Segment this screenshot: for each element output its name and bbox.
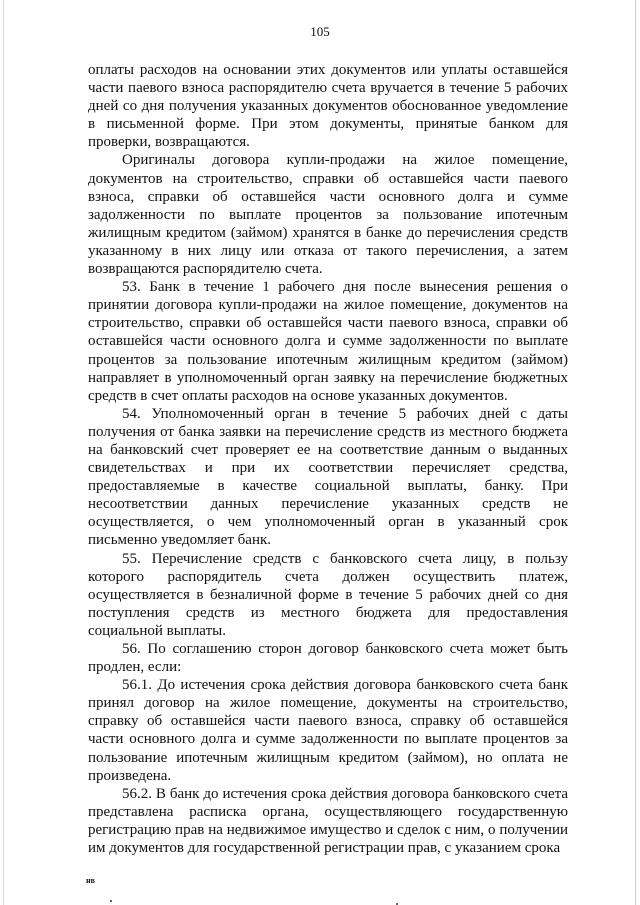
- paragraph-originals-storage: Оригиналы договора купли-продажи на жилое помещение, документов на строительство, справки об оставшейся части паевого взноса, справки об оставшейся части основного долга и сумме задолженности по выплате процентов за пользование ипотечным жилищным кредитом (займом) хранятся в банке до перечисления средств указанному в них лицу или отказа от такого перечисления, а затем возвращаются распорядителю счета.: [88, 152, 568, 278]
- paragraph-continuation: оплаты расходов на основании этих документов или уплаты оставшейся части паевого взноса распорядителю счета вручается в течение 5 рабочих дней со дня получения указанных документов обоснованное уведомление в письменной форме. При этом документы, принятые банком для проверки, возвращаются.: [88, 62, 568, 151]
- page-number: 105: [310, 24, 330, 39]
- paragraph-55: 55. Перечисление средств с банковского счета лицу, в пользу которого распорядитель счета должен осуществить платеж, осуществляется в безналичной форме в течение 5 рабочих дней со дня поступления средств из местного бюджета для предоставления социальной выплаты.: [88, 550, 568, 639]
- paragraph-54: 54. Уполномоченный орган в течение 5 рабочих дней с даты получения от банка заявки на перечисление средств из местного бюджета на банковский счет проверяет ее на соответствие данным о выданных свидетельствах и при их соответствии перечисляет средства, предоставляемые в качестве социальной выплаты, банку. При несоответствии данных перечисление указанных средств не осуществляется, о чем уполномоченный орган в указанный срок письменно уведомляет банк.: [88, 405, 568, 549]
- scan-edge-right: [635, 0, 636, 905]
- document-body: [88, 61, 568, 857]
- footer-initials: нв: [86, 876, 95, 885]
- scan-edge-left: [3, 0, 4, 905]
- paragraph-56-2: 56.2. В банк до истечения срока действия договора банковского счета представлена расписка органа, осуществляющего государственную регистрацию прав на недвижимое имущество и сделок с ним, о получении им документов для государственной регистрации прав, с указанием срока: [88, 785, 568, 857]
- paragraph-53: 53. Банк в течение 1 рабочего дня после вынесения решения о принятии договора купли-продажи на жилое помещение, документов на строительство, справки об оставшейся части паевого взноса, справки об оставшейся части основного долга и сумме задолженности по выплате процентов за пользование ипотечным жилищным кредитом (займом) направляет в уполномоченный орган заявку на перечисление бюджетных средств в счет оплаты расходов на основе указанных документов.: [88, 279, 568, 404]
- paragraph-56: 56. По соглашению сторон договор банковского счета может быть продлен, если:: [88, 641, 568, 676]
- scan-speck: [110, 900, 112, 902]
- paragraph-56-1: 56.1. До истечения срока действия договора банковского счета банк принял договор на жилое помещение, документы на строительство, справку об оставшейся части паевого взноса, справку об оставшейся части основного долга и сумме задолженности по выплате процентов за пользование ипотечным жилищным кредитом (займом), но оплата не произведена.: [88, 677, 568, 784]
